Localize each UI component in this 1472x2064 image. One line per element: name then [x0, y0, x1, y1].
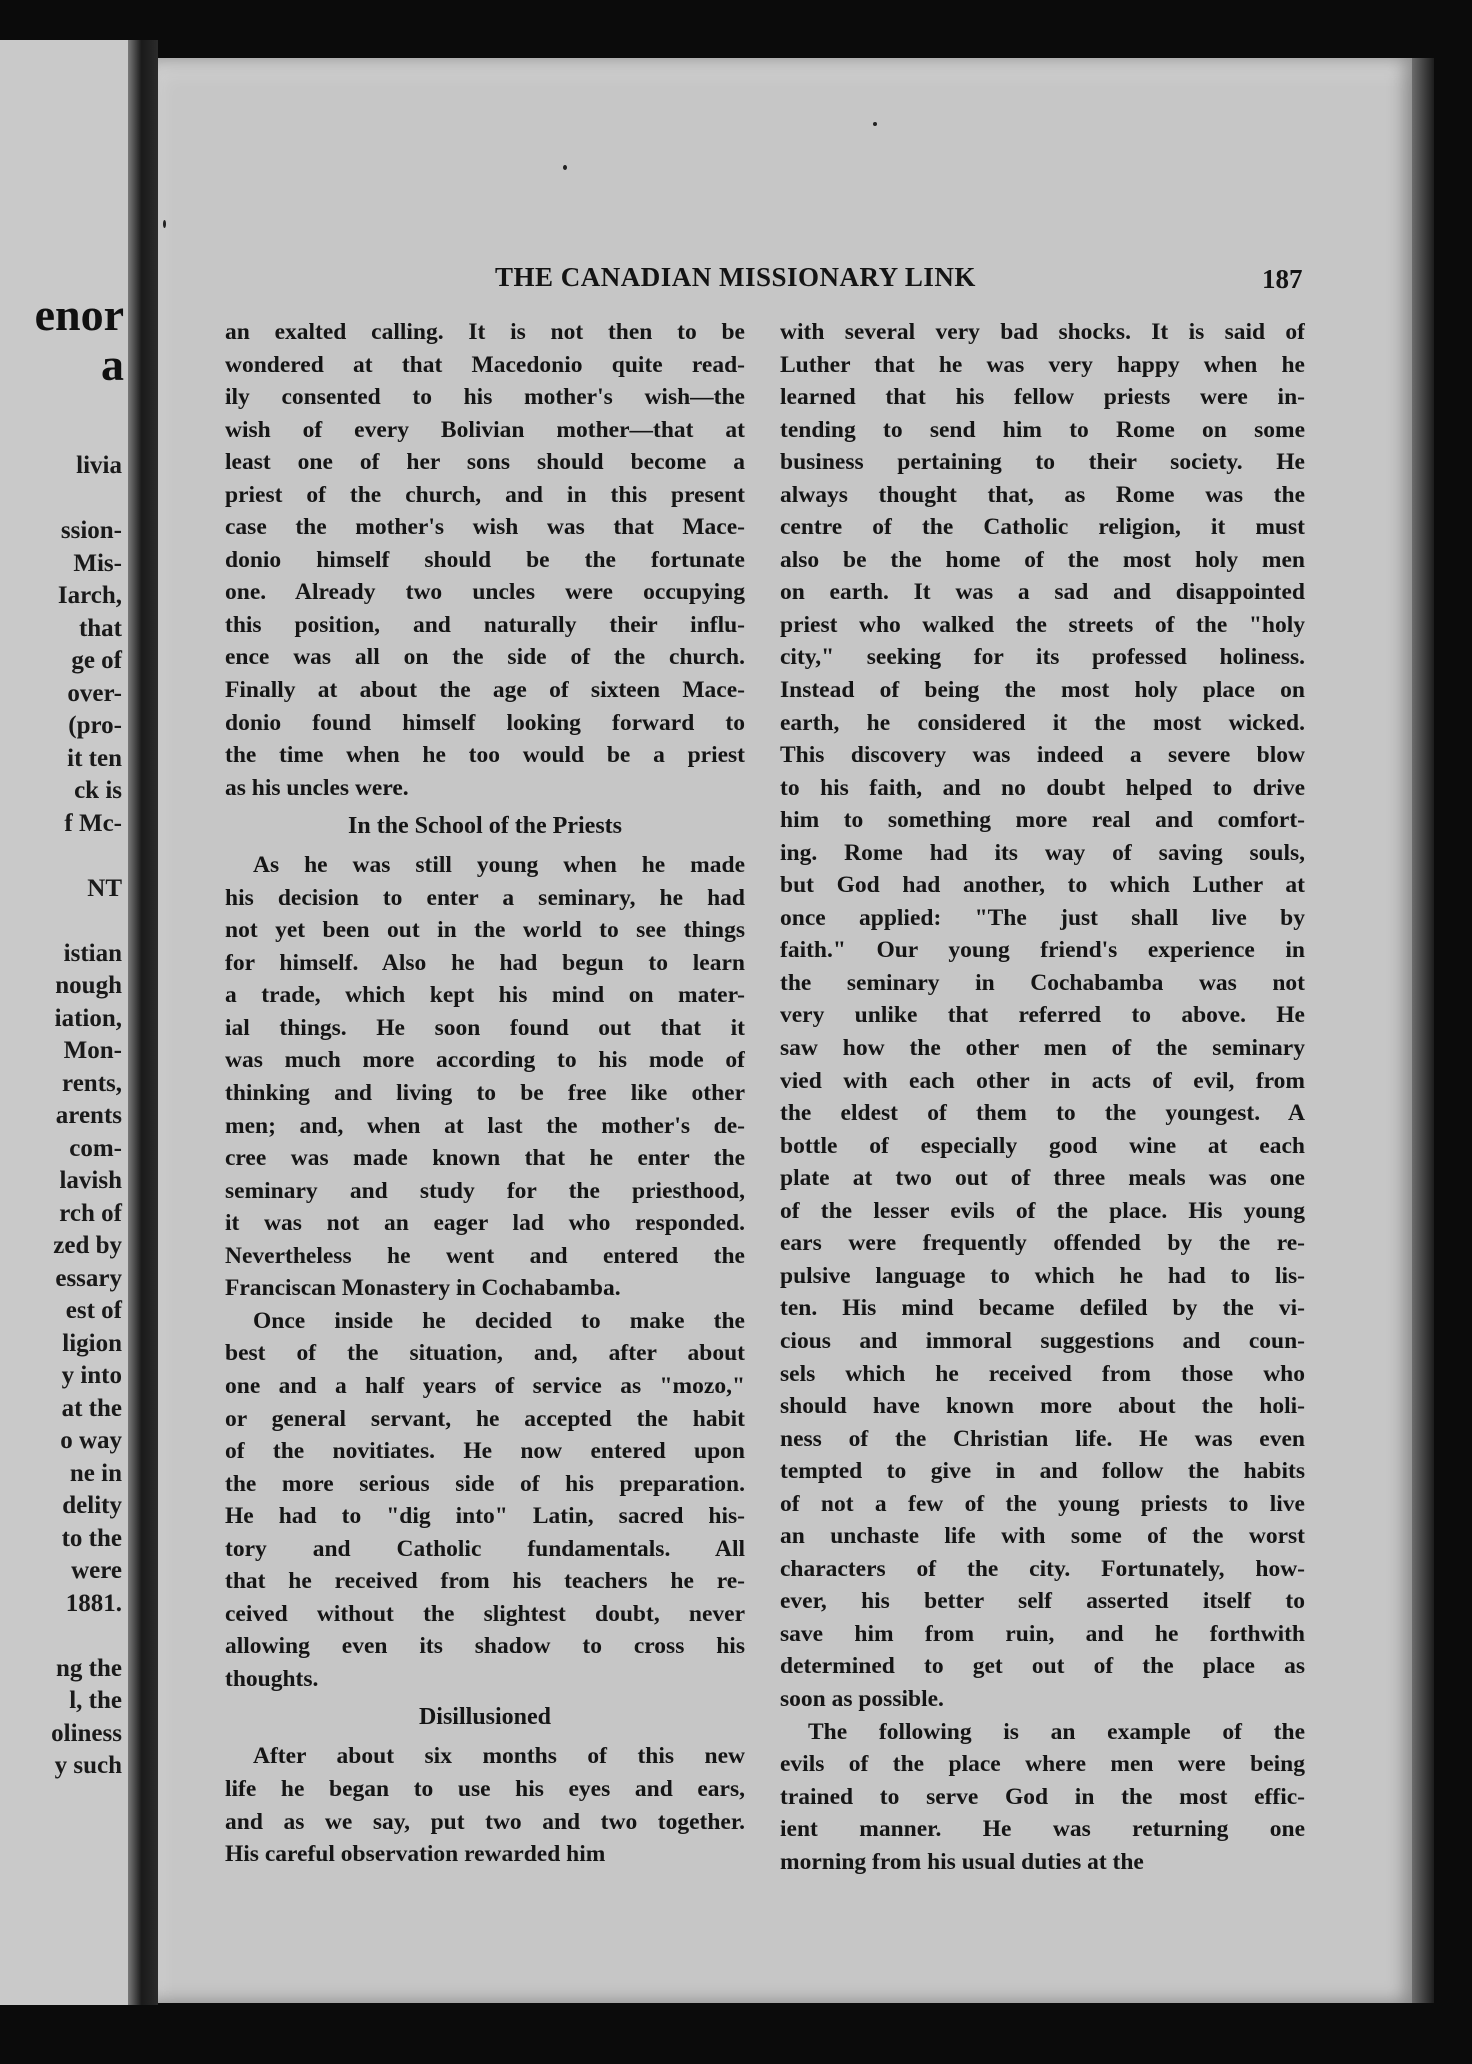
text-line: but God had another, to which Luther at	[780, 872, 1305, 899]
text-column-left	[225, 316, 745, 1871]
facing-page-line: y such	[54, 1752, 122, 1779]
section-heading: In the School of the Priests	[348, 813, 622, 840]
text-line: seminary and study for the priesthood,	[225, 1177, 745, 1204]
text-line: thinking and living to be free like other	[225, 1080, 745, 1107]
facing-page-line	[51, 1620, 122, 1653]
facing-page-line: at the	[61, 1394, 122, 1422]
text-line: determined to get out of the place as	[780, 1653, 1305, 1680]
text-line: ears were frequently offended by the re-	[780, 1230, 1305, 1257]
text-line: an exalted calling. It is not then to be	[225, 319, 745, 345]
facing-page-line: nough	[55, 972, 122, 999]
facing-page-line: com-	[69, 1134, 122, 1162]
facing-page-line: ge of	[71, 647, 122, 674]
text-line: an unchaste life with some of the worst	[780, 1523, 1305, 1550]
facing-page-line: ssion-	[60, 517, 122, 544]
text-line: Luther that he was very happy when he	[780, 351, 1305, 378]
text-line: ten. His mind became defiled by the vi-	[780, 1295, 1305, 1322]
facing-page-line: Iarch,	[57, 582, 122, 609]
facing-page-line: oliness	[51, 1719, 122, 1747]
text-line: as his uncles were.	[225, 774, 409, 801]
text-line: As he was still young when he made	[253, 852, 745, 879]
text-line: This discovery was indeed a severe blow	[780, 742, 1305, 769]
text-line: sels which he received from those who	[780, 1360, 1305, 1387]
text-line: Once inside he decided to make the	[253, 1307, 745, 1334]
text-line: wish of every Bolivian mother—that at	[225, 416, 745, 443]
text-line: soon as possible.	[780, 1685, 944, 1712]
text-line: centre of the Catholic religion, it must	[780, 514, 1305, 541]
text-line: learned that his fellow priests were in-	[780, 384, 1305, 411]
facing-page-line: Mis-	[73, 549, 122, 577]
text-column-right	[780, 316, 1305, 1878]
text-line: ient manner. He was returning one	[780, 1816, 1305, 1843]
text-line: tending to send him to Rome on some	[780, 416, 1305, 443]
text-line: this position, and naturally their influ-	[225, 611, 745, 638]
facing-page-line: (pro-	[68, 712, 122, 739]
text-line: once applied: "The just shall live by	[780, 904, 1305, 931]
text-line: Instead of being the most holy place on	[780, 677, 1305, 704]
text-line: life he began to use his eyes and ears,	[225, 1775, 745, 1802]
facing-page-line: lavish	[59, 1167, 122, 1194]
facing-page-line: livia	[76, 452, 122, 479]
facing-page-line: were	[71, 1557, 122, 1584]
facing-page-line	[51, 905, 122, 938]
text-line: very unlike that referred to above. He	[780, 1002, 1305, 1029]
facing-page-heading	[35, 290, 124, 390]
facing-page-line: f Mc-	[64, 809, 122, 837]
text-line: it was not an eager lad who responded.	[225, 1210, 745, 1237]
facing-page-line: zed by	[53, 1232, 122, 1259]
text-line: him to something more real and comfort-	[780, 807, 1305, 834]
text-line: priest of the church, and in this present	[225, 481, 745, 508]
text-line: His careful observation rewarded him	[225, 1841, 606, 1868]
text-line: faith." Our young friend's experience in	[780, 937, 1305, 964]
facing-page-line: ng the	[56, 1654, 122, 1682]
facing-page-line: 1881.	[65, 1589, 122, 1617]
text-line: with several very bad shocks. It is said of	[780, 319, 1305, 345]
text-line: donio himself should be the fortunate	[225, 546, 745, 573]
text-line: ever, his better self asserted itself to	[780, 1588, 1305, 1615]
text-line: bottle of especially good wine at each	[780, 1132, 1305, 1159]
text-line: to his faith, and no doubt helped to drive	[780, 774, 1305, 801]
text-line: of not a few of the young priests to live	[780, 1490, 1305, 1517]
facing-page-line: ligion	[62, 1329, 122, 1357]
text-line: The following is an example of the	[808, 1718, 1305, 1745]
text-line: He had to "dig into" Latin, sacred his-	[225, 1503, 745, 1530]
ink-speck	[163, 220, 166, 228]
text-line: characters of the city. Fortunately, how-	[780, 1555, 1305, 1582]
page-number: 187	[1262, 264, 1303, 294]
text-line: case the mother's wish was that Mace-	[225, 514, 745, 541]
text-line: also be the home of the most holy men	[780, 546, 1305, 573]
facing-page-line: o way	[60, 1427, 122, 1454]
text-line: cree was made known that he enter the	[225, 1145, 745, 1172]
facing-page-line: l, the	[69, 1687, 122, 1714]
facing-page-text	[51, 450, 122, 1783]
facing-page-line: essary	[55, 1264, 122, 1292]
text-line: one. Already two uncles were occupying	[225, 579, 745, 606]
text-line: tory and Catholic fundamentals. All	[225, 1535, 745, 1562]
text-line: should have known more about the holi-	[780, 1393, 1305, 1420]
text-line: on earth. It was a sad and disappointed	[780, 579, 1305, 606]
text-line: one and a half years of service as "mozo,"	[225, 1372, 745, 1399]
text-line: earth, he considered it the most wicked.	[780, 709, 1305, 736]
text-line: men; and, when at last the mother's de-	[225, 1112, 745, 1139]
text-line: the eldest of them to the youngest. A	[780, 1100, 1305, 1127]
text-line: ily consented to his mother's wish—the	[225, 384, 745, 411]
text-line: city," seeking for its professed holiness.	[780, 644, 1305, 671]
text-line: cious and immoral suggestions and coun-	[780, 1327, 1305, 1354]
ink-speck	[563, 165, 567, 170]
text-line: ing. Rome had its way of saving souls,	[780, 839, 1305, 866]
facing-heading-line: enor	[34, 289, 124, 340]
text-line: not yet been out in the world to see things	[225, 917, 745, 944]
ink-speck	[873, 122, 877, 126]
facing-page-line: rents,	[62, 1069, 122, 1097]
text-line: morning from his usual duties at the	[780, 1848, 1144, 1875]
text-line: save him from ruin, and he forthwith	[780, 1620, 1305, 1647]
text-line: vied with each other in acts of evil, from	[780, 1067, 1305, 1094]
facing-page-line: delity	[62, 1492, 122, 1519]
facing-page-line: it ten	[67, 744, 122, 772]
text-line: best of the situation, and, after about	[225, 1340, 745, 1367]
text-line: Nevertheless he went and entered the	[225, 1242, 745, 1269]
text-line: ness of the Christian life. He was even	[780, 1425, 1305, 1452]
text-line: the more serious side of his preparation.	[225, 1470, 745, 1497]
facing-page-line: arents	[55, 1102, 122, 1129]
text-line: After about six months of this new	[253, 1743, 745, 1770]
facing-page-line: NT	[87, 874, 122, 902]
facing-page-line: ck is	[74, 777, 122, 804]
facing-page-line: to the	[61, 1524, 122, 1552]
text-line: for himself. Also he had begun to learn	[225, 949, 745, 976]
text-line: the seminary in Cochabamba was not	[780, 969, 1305, 996]
text-line: plate at two out of three meals was one	[780, 1165, 1305, 1192]
text-line: Franciscan Monastery in Cochabamba.	[225, 1275, 621, 1302]
text-line: a trade, which kept his mind on mater-	[225, 982, 745, 1009]
text-line: and as we say, put two and two together.	[225, 1808, 745, 1835]
facing-heading-line: a	[101, 339, 124, 390]
text-line: least one of her sons should become a	[225, 449, 745, 476]
text-line: thoughts.	[225, 1665, 319, 1692]
text-line: always thought that, as Rome was the	[780, 481, 1305, 508]
facing-page-line: est of	[65, 1297, 122, 1324]
text-line: evils of the place where men were being	[780, 1751, 1305, 1778]
page-edge-shadow	[1412, 58, 1434, 2003]
book-gutter	[128, 40, 158, 2005]
text-line: priest who walked the streets of the "holy	[780, 611, 1305, 638]
facing-page-line: that	[78, 614, 122, 642]
facing-page-line: ne in	[69, 1459, 122, 1487]
running-head: THE CANADIAN MISSIONARY LINK	[495, 262, 976, 292]
facing-page-line	[51, 483, 122, 516]
text-line: that he received from his teachers he re-	[225, 1568, 745, 1595]
facing-page-fragment	[0, 40, 128, 2005]
facing-page-line: Mon-	[63, 1037, 122, 1064]
text-line: the time when he too would be a priest	[225, 742, 745, 769]
text-line: tempted to give in and follow the habits	[780, 1458, 1305, 1485]
text-line: of the novitiates. He now entered upon	[225, 1438, 745, 1465]
text-line: his decision to enter a seminary, he had	[225, 884, 745, 911]
text-line: ial things. He soon found out that it	[225, 1014, 745, 1041]
text-line: business pertaining to their society. He	[780, 449, 1305, 476]
text-line: pulsive language to which he had to lis-	[780, 1262, 1305, 1289]
text-line: was much more according to his mode of	[225, 1047, 745, 1074]
text-line: trained to serve God in the most effic-	[780, 1783, 1305, 1810]
facing-page-line	[51, 840, 122, 873]
facing-page-line: iation,	[54, 1004, 122, 1032]
facing-page-line: istian	[63, 939, 122, 967]
section-heading: Disillusioned	[418, 1704, 552, 1731]
text-line: ceived without the slightest doubt, never	[225, 1600, 745, 1627]
text-line: or general servant, he accepted the habit	[225, 1405, 745, 1432]
facing-page-line: rch of	[59, 1199, 122, 1227]
text-line: wondered at that Macedonio quite read-	[225, 351, 745, 378]
text-line: saw how the other men of the seminary	[780, 1035, 1305, 1062]
facing-page-line: over-	[67, 679, 122, 707]
text-line: Finally at about the age of sixteen Mace-	[225, 677, 745, 704]
text-line: ence was all on the side of the church.	[225, 644, 745, 671]
text-line: donio found himself looking forward to	[225, 709, 745, 736]
text-line: allowing even its shadow to cross his	[225, 1633, 745, 1660]
text-line: of the lesser evils of the place. His young	[780, 1197, 1305, 1224]
facing-page-line: y into	[61, 1362, 122, 1389]
